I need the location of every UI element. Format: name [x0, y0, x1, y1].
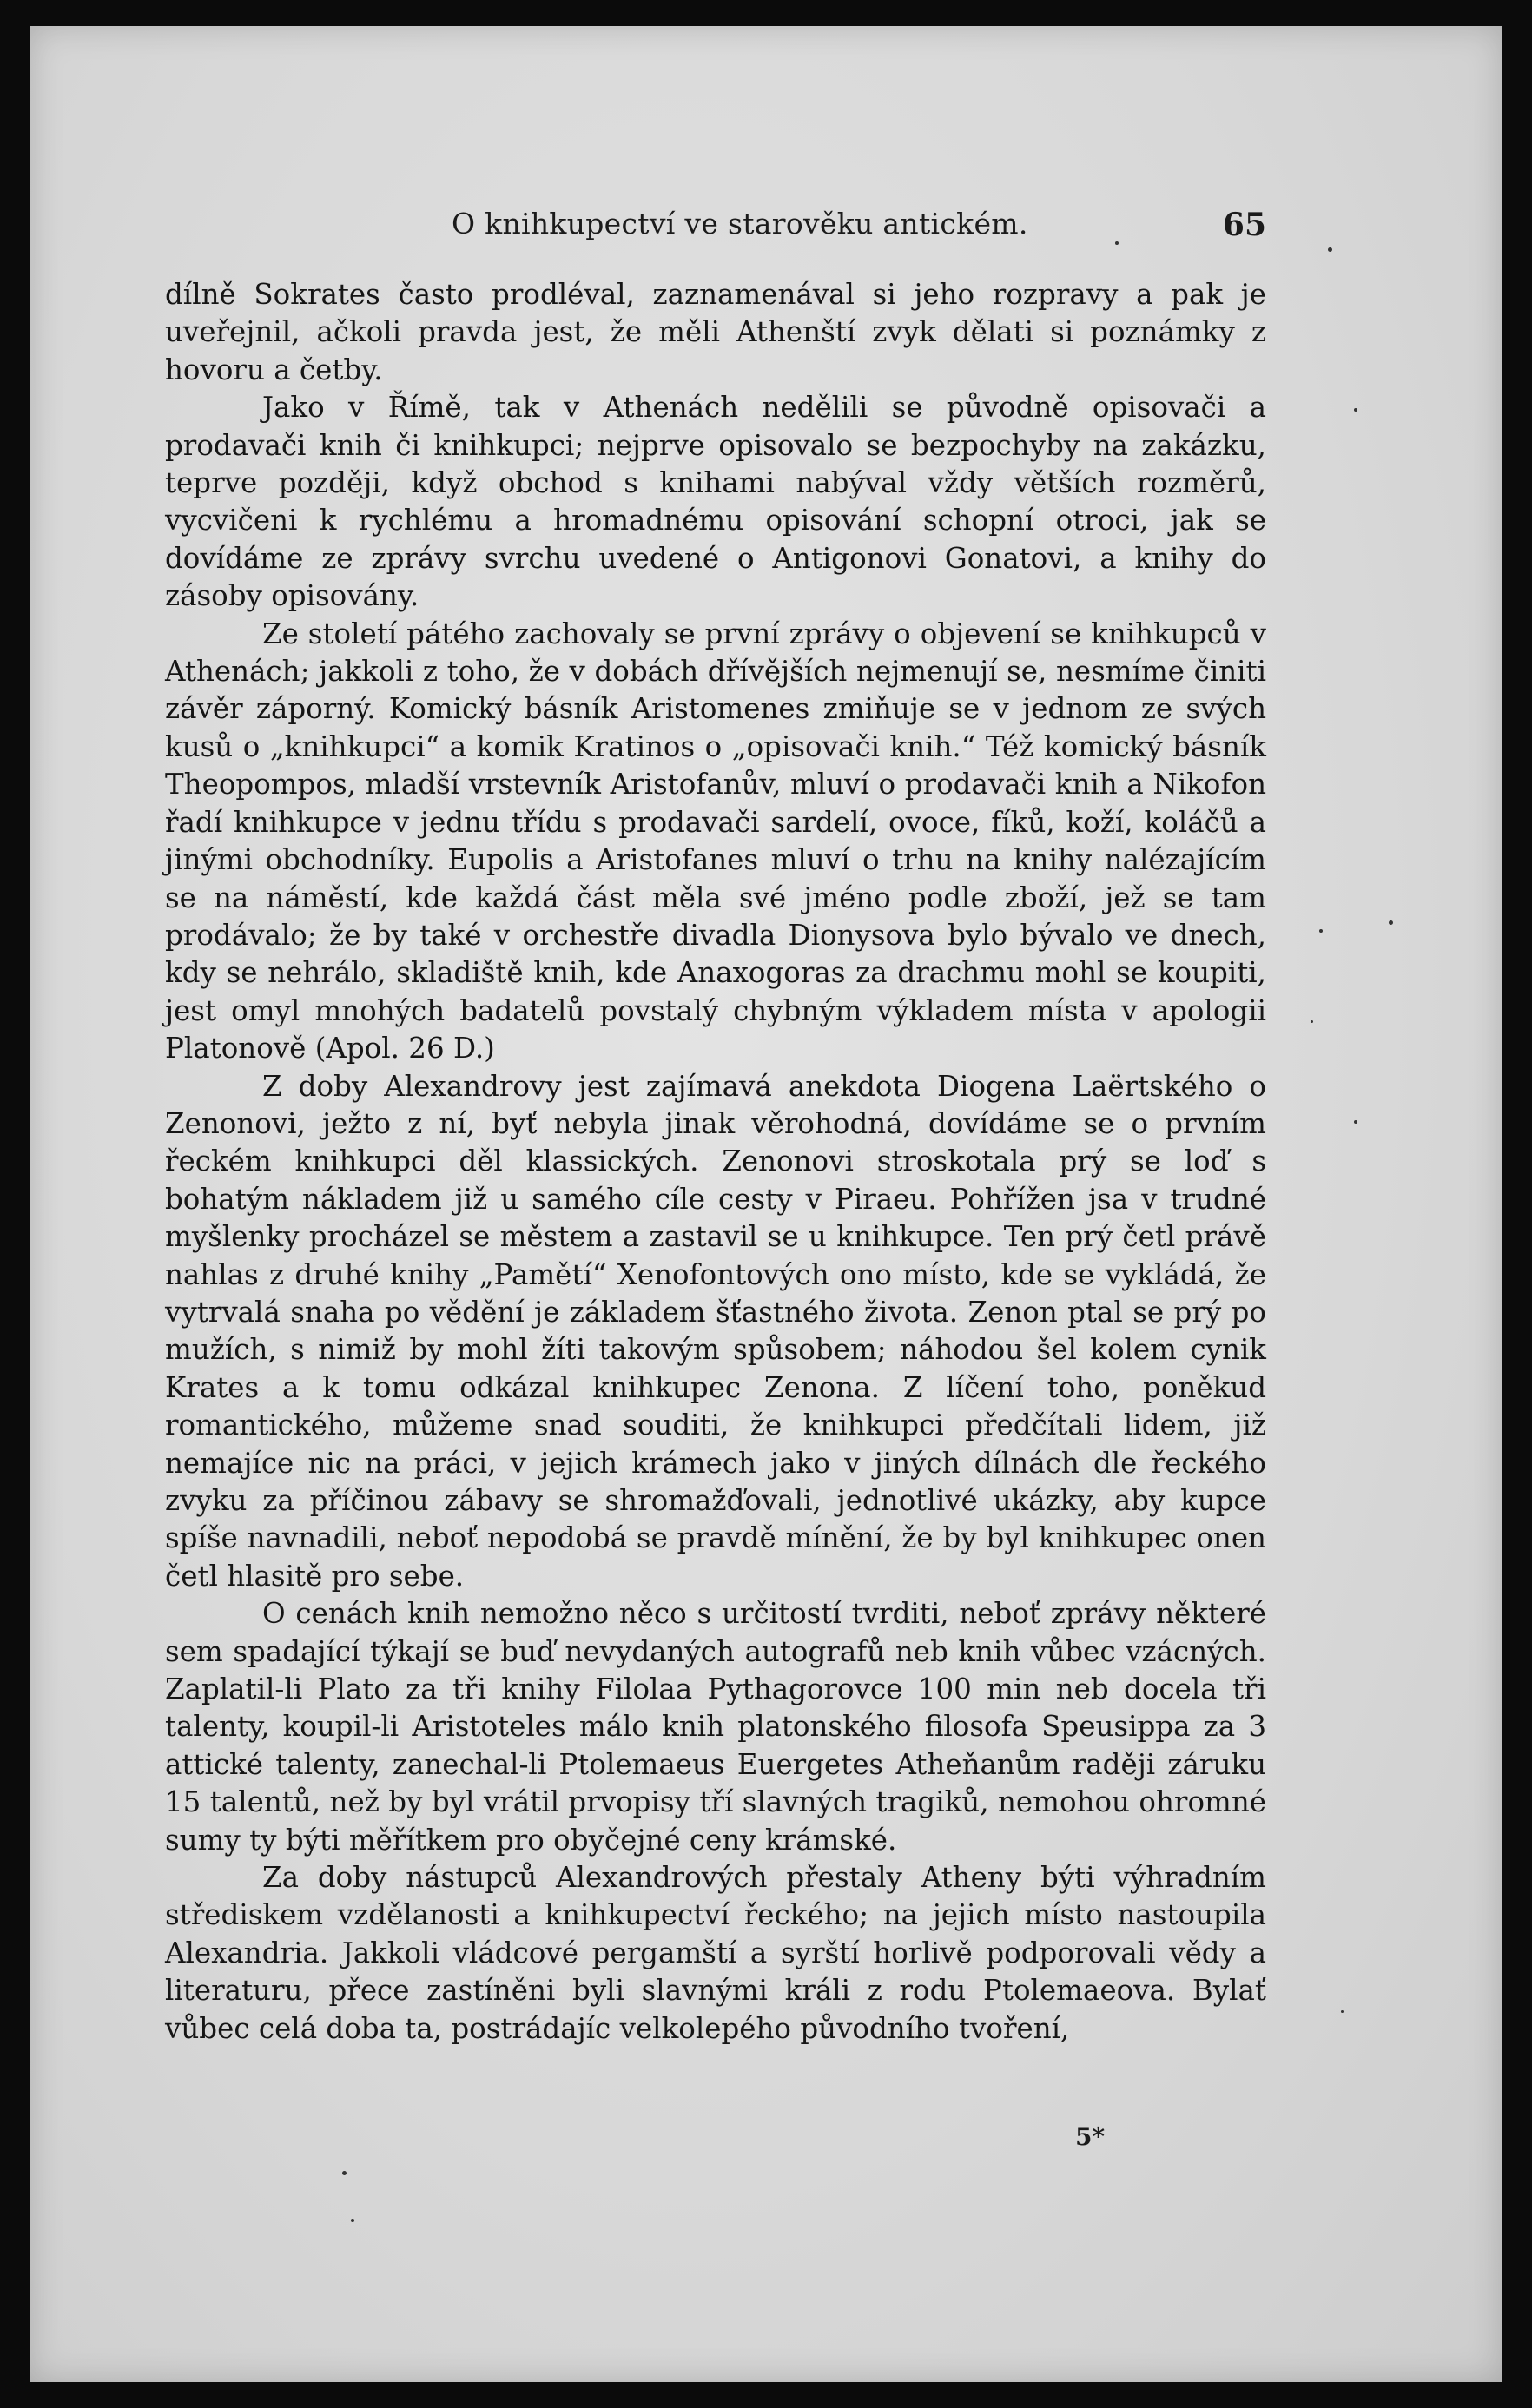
body-text	[165, 276, 1266, 2048]
page-number: 65	[1222, 207, 1266, 243]
paragraph: Ze století pátého zachovaly se první zprávy o objevení se knihkupců v Athenách; jakkoli z toho, že v dobách dřívějších nejmenují se, nesmíme činiti závěr záporný. Komický básník Aristomenes zmiňuje se v jednom ze svých kusů o „knihkupci“ a komik Kratinos o „opisovači knih.“ Též komický básník Theopompos, mladší vrstevník Aristofanův, mluví o prodavači knih a Nikofon řadí knihkupce v jednu třídu s prodavači sardelí, ovoce, fíků, koží, koláčů a jinými obchodníky. Eupolis a Aristofanes mluví o trhu na knihy nalézajícím se na náměstí, kde každá část měla své jméno podle zboží, jež se tam prodávalo; že by také v orchestře divadla Dionysova bylo bývalo ve dnech, kdy se nehrálo, skladiště knih, kde Anaxogoras za drachmu mohl se koupiti, jest omyl mnohých badatelů povstalý chybným výkladem místa v apologii Platonově (Apol. 26 D.)	[165, 617, 1266, 1065]
paragraph: dílně Sokrates často prodléval, zaznamenával si jeho rozpravy a pak je uveřejnil, ačkoli pravda jest, že měli Athenští zvyk dělati si poznámky z hovoru a četby.	[165, 278, 1266, 386]
paragraph: O cenách knih nemožno něco s určitostí tvrditi, neboť zprávy některé sem spadající týkají se buď nevydaných autografů neb knih vůbec vzácných. Zaplatil-li Plato za tři knihy Filolaa Pythagorovce 100 min neb docela tři talenty, koupil-li Aristoteles málo knih platonského filosofa Speusippa za 3 attické talenty, zanechal-li Ptolemaeus Euergetes Atheňanům raději záruku 15 talentů, než by byl vrátil prvopisy tří slavných tragiků, nemohou ohromné sumy ty býti měřítkem pro obyčejné ceny krámské.	[165, 1597, 1266, 1857]
paragraph: Jako v Římě, tak v Athenách nedělili se původně opisovači a prodavači knih či knihkupci; nejprve opisovalo se bezpochyby na zakázku, teprve později, když obchod s knihami nabýval vždy větších rozměrů, vycvičeni k rychlému a hromadnému opisování schopní otroci, jak se dovídáme ze zprávy svrchu uvedené o Antigonovi Gonatovi, a knihy do zásoby opisovány.	[165, 391, 1266, 613]
paragraph: Za doby nástupců Alexandrových přestaly Atheny býti výhradním střediskem vzdělanosti a knihkupectví řeckého; na jejich místo nastoupila Alexandria. Jakkoli vládcové pergamští a syrští horlivě podporovali vědy a literaturu, přece zastíněni byli slavnými králi z rodu Ptolemaeova. Bylať vůbec celá doba ta, postrádajíc velkolepého původního tvoření,	[165, 1861, 1266, 2045]
running-header	[165, 207, 1266, 248]
signature-mark: 5*	[1075, 2122, 1106, 2151]
paragraph: Z doby Alexandrovy jest zajímavá anekdota Diogena Laërtského o Zenonovi, ježto z ní, byť nebyla jinak věrohodná, dovídáme se o prvním řeckém knihkupci děl klassických. Zenonovi stroskotala prý se loď s bohatým nákladem již u samého cíle cesty v Piraeu. Pohřížen jsa v trudné myšlenky procházel se městem a zastavil se u knihkupce. Ten prý četl právě nahlas z druhé knihy „Pamětí“ Xenofontových ono místo, kde se vykládá, že vytrvalá snaha po vědění je základem šťastného života. Zenon ptal se prý po mužích, s nimiž by mohl žíti takovým spůsobem; náhodou šel kolem cynik Krates a k tomu odkázal knihkupec Zenona. Z líčení toho, poněkud romantického, můžeme snad souditi, že knihkupci předčítali lidem, již nemajíce nic na práci, v jejich krámech jako v jiných dílnách dle řeckého zvyku za příčinou zábavy se shromažďovali, jednotlivé ukázky, aby kupce spíše navnadili, neboť nepodobá se pravdě mínění, že by byl knihkupec onen četl hlasitě pro sebe.	[165, 1069, 1266, 1593]
running-title: O knihkupectví ve starověku antickém.	[452, 207, 1028, 241]
